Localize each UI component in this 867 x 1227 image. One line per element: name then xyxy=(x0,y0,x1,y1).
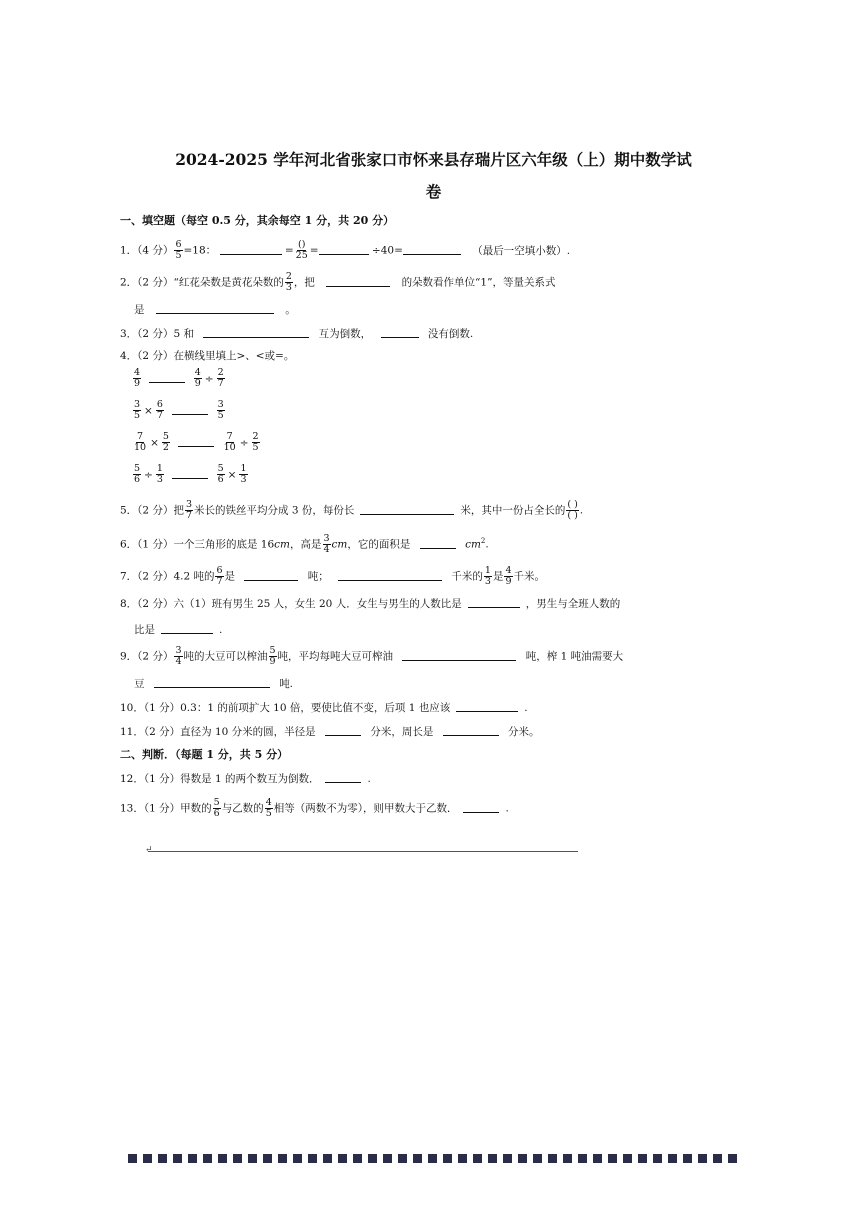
inequality-row: $\frac{7}{10}$ × $\frac{5}{2}$ $\frac{7}{10}$ ÷ $\frac{2}{5}$ xyxy=(134,431,259,453)
answer-blank[interactable] xyxy=(420,548,456,549)
footer-square-mark xyxy=(428,1154,437,1163)
answer-blank[interactable] xyxy=(319,254,369,255)
footer-square-mark xyxy=(698,1154,707,1163)
footer-square-mark xyxy=(503,1154,512,1163)
question-4: 4．（2 分）在横线里填上>、<或=。 xyxy=(120,350,295,362)
question-3: 3．（2 分）5 和 互为倒数， 没有倒数. xyxy=(120,328,474,340)
question-5: 5．（2 分）把 $\frac{3}{7}$ 米长的铁丝平均分成 3 份，每份长 米，其中一份占全长的 $\frac{( )}{( )}$ . xyxy=(120,499,584,521)
inequality-row: $\frac{4}{9}$ $\frac{4}{9}$ ÷ $\frac{2}{7}$ xyxy=(134,367,224,389)
footer-square-mark xyxy=(278,1154,287,1163)
question-9-line2: 豆 吨. xyxy=(134,678,294,690)
question-9: 9．（2 分） $\frac{3}{4}$ 吨的大豆可以榨油 $\frac{5}{9}$ 吨，平均每吨大豆可榨油 吨，榨 1 吨油需要大 xyxy=(120,645,624,667)
footer-square-mark xyxy=(533,1154,542,1163)
footer-square-mark xyxy=(668,1154,677,1163)
answer-blank[interactable] xyxy=(244,580,298,581)
answer-blank[interactable] xyxy=(154,687,270,688)
footer-square-mark xyxy=(608,1154,617,1163)
question-1: 1．（4 分） $\frac{6}{5}$ =18： = $\frac{()}{25}$ = ÷40= （最后一空填小数）. xyxy=(120,239,571,261)
footer-square-mark xyxy=(653,1154,662,1163)
answer-blank[interactable] xyxy=(402,660,516,661)
footer-square-mark xyxy=(368,1154,377,1163)
question-8: 8．（2 分）六（1）班有男生 25 人，女生 20 人．女生与男生的人数比是 ，男生与全班人数的 xyxy=(120,598,621,610)
footer-square-mark xyxy=(353,1154,362,1163)
answer-blank[interactable] xyxy=(443,735,499,736)
question-12: 12．（1 分）得数是 1 的两个数互为倒数． . xyxy=(120,773,371,785)
footer-square-mark xyxy=(548,1154,557,1163)
answer-blank[interactable] xyxy=(463,812,499,813)
section-1-heading: 一、填空题（每空 0.5 分，其余每空 1 分，共 20 分） xyxy=(120,214,395,227)
return-mark: ↵ xyxy=(145,845,153,855)
footer-square-mark xyxy=(233,1154,242,1163)
question-6: 6．（1 分）一个三角形的底是 16cm，高是 $\frac{3}{4}$ cm，它的面积是 $cm^2$. xyxy=(120,533,489,555)
footer-square-mark xyxy=(413,1154,422,1163)
answer-blank[interactable] xyxy=(149,382,185,383)
inequality-row: $\frac{5}{6}$ ÷ $\frac{1}{3}$ $\frac{5}{6}$ × $\frac{1}{3}$ xyxy=(134,463,247,485)
footer-square-mark xyxy=(188,1154,197,1163)
answer-blank[interactable] xyxy=(381,337,419,338)
footer-square-mark xyxy=(293,1154,302,1163)
footer-square-mark xyxy=(218,1154,227,1163)
answer-blank[interactable] xyxy=(203,337,309,338)
answer-blank[interactable] xyxy=(325,782,361,783)
inequality-row: $\frac{3}{5}$ × $\frac{6}{7}$ $\frac{3}{5}$ xyxy=(134,399,224,421)
footer-square-mark xyxy=(713,1154,722,1163)
answer-blank[interactable] xyxy=(172,478,208,479)
answer-blank[interactable] xyxy=(156,313,274,314)
question-2: 2．（2 分）“红花朵数是黄花朵数的 $\frac{2}{3}$ ，把 的朵数看作单位“1”，等量关系式 xyxy=(120,271,556,293)
footer-square-mark xyxy=(443,1154,452,1163)
answer-blank[interactable] xyxy=(220,254,282,255)
footer-square-mark xyxy=(683,1154,692,1163)
question-10: 10．（1 分）0.3：1 的前项扩大 10 倍，要使比值不变，后项 1 也应该 . xyxy=(120,702,528,714)
question-11: 11．（2 分）直径为 10 分米的圆，半径是 分米，周长是 分米。 xyxy=(120,726,540,738)
horizontal-rule xyxy=(148,851,578,852)
footer-square-mark xyxy=(728,1154,737,1163)
footer-square-mark xyxy=(593,1154,602,1163)
footer-square-mark xyxy=(128,1154,137,1163)
section-2-heading: 二、判断．（每题 1 分，共 5 分） xyxy=(120,748,289,761)
answer-blank[interactable] xyxy=(456,711,518,712)
question-7: 7．（2 分）4.2 吨的 $\frac{6}{7}$ 是 吨； 千米的 $\frac{1}{3}$ 是 $\frac{4}{9}$ 千米。 xyxy=(120,565,545,587)
footer-square-mark xyxy=(338,1154,347,1163)
footer-square-mark xyxy=(398,1154,407,1163)
footer-square-mark xyxy=(143,1154,152,1163)
footer-square-mark xyxy=(263,1154,272,1163)
footer-square-mark xyxy=(458,1154,467,1163)
question-8-line2: 比是 . xyxy=(134,624,223,636)
footer-square-mark xyxy=(473,1154,482,1163)
fraction: $\frac{6}{5}$ xyxy=(175,239,182,261)
footer-square-mark xyxy=(638,1154,647,1163)
footer-square-mark xyxy=(308,1154,317,1163)
answer-blank[interactable] xyxy=(326,286,390,287)
footer-square-mark xyxy=(578,1154,587,1163)
footer-square-mark xyxy=(383,1154,392,1163)
question-2-line2: 是 。 xyxy=(134,304,296,316)
answer-blank[interactable] xyxy=(403,254,461,255)
answer-blank[interactable] xyxy=(338,580,442,581)
footer-square-mark xyxy=(323,1154,332,1163)
footer-square-mark xyxy=(488,1154,497,1163)
answer-blank[interactable] xyxy=(161,633,213,634)
footer-square-mark xyxy=(203,1154,212,1163)
footer-square-mark xyxy=(158,1154,167,1163)
footer-square-mark xyxy=(518,1154,527,1163)
question-13: 13．（1 分）甲数的 $\frac{5}{6}$ 与乙数的 $\frac{4}{5}$ 相等（两数不为零），则甲数大于乙数． . xyxy=(120,797,509,819)
footer-square-mark xyxy=(563,1154,572,1163)
answer-blank[interactable] xyxy=(325,735,361,736)
answer-blank[interactable] xyxy=(172,414,208,415)
answer-blank[interactable] xyxy=(468,607,520,608)
page-title: 2024-2025 学年河北省张家口市怀来县存瑞片区六年级（上）期中数学试 xyxy=(175,150,692,169)
answer-blank[interactable] xyxy=(360,514,454,515)
footer-decoration xyxy=(128,1154,737,1163)
footer-square-mark xyxy=(623,1154,632,1163)
answer-blank[interactable] xyxy=(178,446,214,447)
footer-square-mark xyxy=(173,1154,182,1163)
page-title-continued: 卷 xyxy=(425,182,442,201)
footer-square-mark xyxy=(248,1154,257,1163)
